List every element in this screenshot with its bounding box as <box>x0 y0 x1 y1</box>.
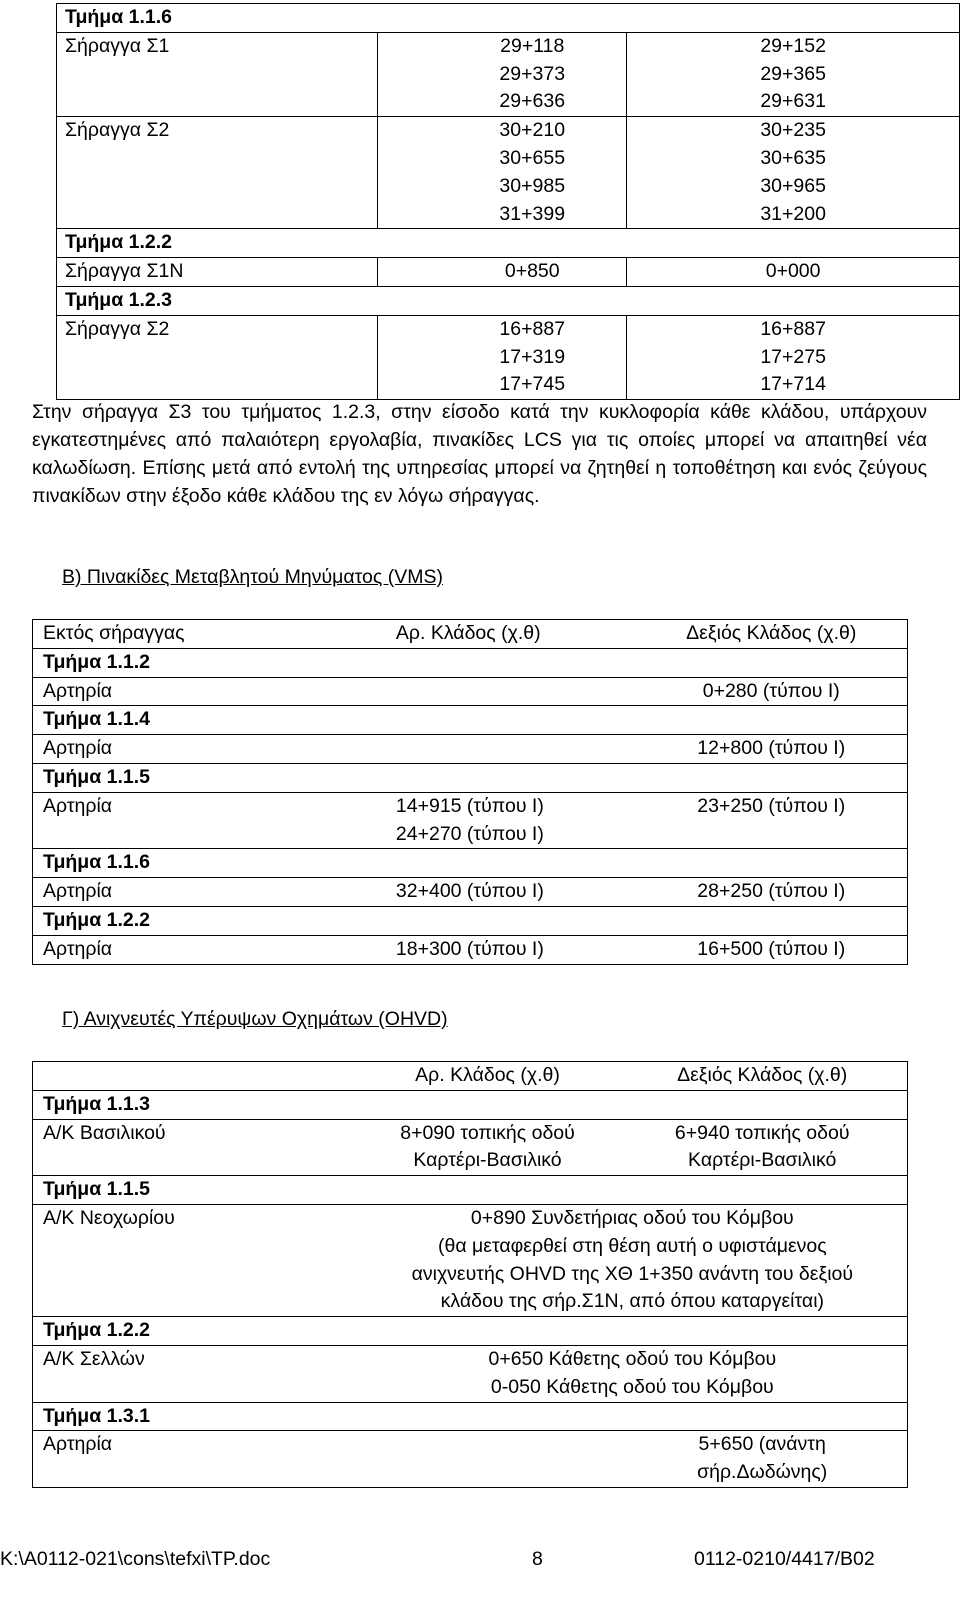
section-label: Τμήμα 1.1.2 <box>43 650 151 673</box>
row-label: Αρτηρία <box>43 794 113 817</box>
cell-line: 24+270 (τύπου Ι) <box>395 822 544 845</box>
right-branch-cell <box>636 648 908 677</box>
right-branch-cell <box>636 735 908 764</box>
location-cell <box>33 735 388 764</box>
section-cell <box>33 1317 358 1346</box>
section-label: Τμήμα 1.2.2 <box>43 908 151 931</box>
right-branch-cell <box>636 763 908 792</box>
table-row <box>33 1176 908 1205</box>
cell-line: 29+631 <box>760 90 826 113</box>
left-chainage-cell <box>378 258 627 287</box>
table-row <box>57 4 960 33</box>
cell-line: 30+635 <box>760 146 826 169</box>
cell-line: σήρ.Δωδώνης) <box>697 1461 828 1484</box>
left-branch-cell <box>388 792 636 849</box>
table-row <box>33 735 908 764</box>
cell-line: (θα μεταφερθεί στη θέση αυτή ο υφιστάμενος <box>437 1234 827 1257</box>
right-chainage-cell <box>627 117 960 229</box>
footer-page-number: 8 <box>532 1548 543 1570</box>
right-branch-cell <box>617 1176 907 1205</box>
section-cell <box>33 706 388 735</box>
table-row <box>57 229 960 258</box>
section-cell <box>57 4 960 33</box>
cell-line: 30+235 <box>760 119 826 142</box>
right-branch-cell <box>636 677 908 706</box>
location-cell <box>33 1345 358 1402</box>
section-cell <box>57 229 960 258</box>
table-row <box>33 935 908 964</box>
footer-path: K:\A0112-021\cons\tefxi\TP.doc <box>0 1548 271 1570</box>
cell-line: 6+940 τοπικής οδού <box>674 1121 850 1144</box>
table-row <box>33 878 908 907</box>
tunnel-name-cell <box>57 117 378 229</box>
cell-line: 12+800 (τύπου Ι) <box>697 737 846 760</box>
left-branch-cell <box>388 706 636 735</box>
cell-line: 31+399 <box>499 202 566 225</box>
ohvd-header-blank <box>33 1062 358 1091</box>
combined-branch-cell <box>358 1204 908 1316</box>
section-label: Τμήμα 1.2.2 <box>65 231 173 254</box>
left-branch-cell <box>388 878 636 907</box>
section-label: Τμήμα 1.1.4 <box>43 708 151 731</box>
left-branch-cell <box>358 1317 618 1346</box>
cell-line: 16+887 <box>499 317 566 340</box>
cell-line: 29+118 <box>500 34 565 57</box>
ohvd-header-right: Δεξιός Κλάδος (χ.θ) <box>617 1062 907 1091</box>
cell-line: 23+250 (τύπου Ι) <box>697 794 846 817</box>
row-label: Αρτηρία <box>43 880 113 903</box>
right-branch-cell <box>617 1090 907 1119</box>
location-cell <box>33 935 388 964</box>
section-cell <box>33 849 388 878</box>
left-branch-cell <box>388 735 636 764</box>
cell-line: ανιχνευτής OHVD της ΧΘ 1+350 ανάντη του δεξιού <box>411 1262 854 1285</box>
cell-line: 0+890 Συνδετήριας οδού του Κόμβου <box>470 1206 794 1229</box>
left-branch-cell <box>388 763 636 792</box>
vms-header-right: Δεξιός Κλάδος (χ.θ) <box>636 620 908 649</box>
location-cell <box>33 792 388 849</box>
row-label: Α/Κ Σελλών <box>43 1347 145 1370</box>
section-cell <box>33 1402 358 1431</box>
row-label: Αρτηρία <box>43 1433 113 1456</box>
location-cell <box>33 677 388 706</box>
cell-line: 31+200 <box>760 202 826 225</box>
right-branch-cell <box>617 1431 907 1488</box>
section-label: Τμήμα 1.1.3 <box>43 1092 151 1115</box>
right-chainage-cell <box>627 315 960 399</box>
cell-line: 5+650 (ανάντη <box>698 1433 826 1456</box>
cell-line: Καρτέρι-Βασιλικό <box>688 1149 837 1172</box>
row-label: Σήραγγα Σ1Ν <box>65 260 184 283</box>
cell-line: 17+275 <box>760 345 826 368</box>
footer-doc-code: 0112-0210/4417/B02 <box>694 1548 875 1570</box>
cell-line: 30+655 <box>499 146 566 169</box>
cell-line: 8+090 τοπικής οδού <box>400 1121 575 1144</box>
location-cell <box>33 1119 358 1176</box>
page-footer <box>0 1548 960 1578</box>
section-cell <box>33 763 388 792</box>
table-row <box>33 849 908 878</box>
table-row <box>33 1119 908 1176</box>
table-row <box>33 677 908 706</box>
section-cell <box>33 1090 358 1119</box>
ohvd-heading: Γ) Ανιχνευτές Υπέρυψων Οχημάτων (OHVD) <box>62 1008 448 1030</box>
tunnel-name-cell <box>57 315 378 399</box>
right-branch-cell <box>617 1402 907 1431</box>
left-chainage-cell <box>378 315 627 399</box>
vms-table-header <box>33 620 908 649</box>
cell-line: κλάδου της σήρ.Σ1Ν, από όπου καταργείται) <box>440 1290 825 1313</box>
row-label: Α/Κ Νεοχωρίου <box>43 1206 175 1229</box>
cell-line: 0+650 Κάθετης οδού του Κόμβου <box>488 1347 777 1370</box>
left-branch-cell <box>358 1176 618 1205</box>
right-chainage-cell <box>627 32 960 116</box>
cell-line: 0+280 (τύπου Ι) <box>702 679 840 702</box>
left-branch-cell <box>358 1090 618 1119</box>
right-branch-cell <box>636 935 908 964</box>
combined-branch-cell <box>358 1345 908 1402</box>
right-branch-cell <box>636 849 908 878</box>
cell-line: 14+915 (τύπου Ι) <box>395 794 544 817</box>
lcs-paragraph: Στην σήραγγα Σ3 του τμήματος 1.2.3, στην είσοδο κατά την κυκλοφορία κάθε κλάδου, υπάρχουν εγκατεστημένες από παλαιότερη εργολαβία, πινακίδες LCS για τις οποίες μπορεί να απαιτηθεί νέα καλωδίωση. Επίσης μετά από εντολή της υπηρεσίας μπορεί να ζητηθεί η τοποθέτηση και ενός ζεύγους πινακίδων στην έξοδο κάθε κλάδου της εν λόγω σήραγγας. <box>32 401 927 507</box>
ohvd-header-left: Αρ. Κλάδος (χ.θ) <box>358 1062 618 1091</box>
table-row <box>57 117 960 229</box>
cell-line: 32+400 (τύπου Ι) <box>395 880 544 903</box>
tunnel-name-cell <box>57 258 378 287</box>
table-row <box>57 32 960 116</box>
cell-line: 18+300 (τύπου Ι) <box>395 937 544 960</box>
cell-line: 28+250 (τύπου Ι) <box>697 880 846 903</box>
row-label: Αρτηρία <box>43 679 113 702</box>
tunnels-table <box>56 3 960 400</box>
row-label: Αρτηρία <box>43 937 113 960</box>
table-row <box>33 1090 908 1119</box>
table-row <box>57 258 960 287</box>
table-row <box>33 763 908 792</box>
location-cell <box>33 878 388 907</box>
section-label: Τμήμα 1.1.5 <box>43 765 151 788</box>
table-row <box>33 1204 908 1316</box>
section-label: Τμήμα 1.1.6 <box>65 6 173 28</box>
location-cell <box>33 1204 358 1316</box>
left-chainage-cell <box>378 32 627 116</box>
left-branch-cell <box>388 677 636 706</box>
ohvd-table-header <box>33 1062 908 1091</box>
table-row <box>33 1345 908 1402</box>
table-row <box>33 648 908 677</box>
cell-line: 16+500 (τύπου Ι) <box>697 937 846 960</box>
cell-line: 29+365 <box>760 62 826 85</box>
table-row <box>33 792 908 849</box>
cell-line: 30+210 <box>499 119 566 142</box>
row-label: Σήραγγα Σ2 <box>65 119 170 142</box>
right-branch-cell <box>636 906 908 935</box>
vms-heading: Β) Πινακίδες Μεταβλητού Μηνύματος (VMS) <box>62 566 443 588</box>
cell-line: 0+850 <box>504 260 560 283</box>
right-branch-cell <box>636 706 908 735</box>
cell-line: 17+319 <box>499 345 566 368</box>
right-branch-cell <box>617 1317 907 1346</box>
cell-line: 16+887 <box>760 317 826 340</box>
section-cell <box>33 648 388 677</box>
vms-header-outside: Εκτός σήραγγας <box>33 620 388 649</box>
location-cell <box>33 1431 358 1488</box>
table-row <box>33 906 908 935</box>
cell-line: 29+152 <box>760 34 826 57</box>
section-label: Τμήμα 1.2.3 <box>65 288 173 311</box>
cell-line: 29+373 <box>499 62 566 85</box>
right-chainage-cell <box>627 258 960 287</box>
row-label: Σήραγγα Σ1 <box>65 34 170 57</box>
right-branch-cell <box>636 878 908 907</box>
vms-table <box>32 619 908 965</box>
table-row <box>57 286 960 315</box>
left-branch-cell <box>388 849 636 878</box>
cell-line: 17+714 <box>760 373 826 396</box>
left-branch-cell <box>388 648 636 677</box>
cell-line: 17+745 <box>499 373 566 396</box>
left-branch-cell <box>358 1402 618 1431</box>
section-cell <box>33 1176 358 1205</box>
section-label: Τμήμα 1.3.1 <box>43 1404 151 1427</box>
left-branch-cell <box>358 1431 618 1488</box>
cell-line: 0-050 Κάθετης οδού του Κόμβου <box>490 1375 774 1398</box>
cell-line: 30+965 <box>760 174 826 197</box>
ohvd-table <box>32 1061 908 1488</box>
table-row <box>33 1317 908 1346</box>
table-row <box>33 706 908 735</box>
cell-line: 0+000 <box>765 260 821 283</box>
left-branch-cell <box>358 1119 618 1176</box>
table-row <box>33 1402 908 1431</box>
cell-line: 30+985 <box>499 174 566 197</box>
row-label: Α/Κ Βασιλικού <box>43 1121 166 1144</box>
cell-line: Καρτέρι-Βασιλικό <box>413 1149 562 1172</box>
tunnel-name-cell <box>57 32 378 116</box>
left-branch-cell <box>388 935 636 964</box>
section-label: Τμήμα 1.2.2 <box>43 1319 151 1342</box>
table-row <box>57 315 960 399</box>
row-label: Σήραγγα Σ2 <box>65 317 170 340</box>
section-label: Τμήμα 1.1.5 <box>43 1178 151 1201</box>
section-cell <box>33 906 388 935</box>
section-label: Τμήμα 1.1.6 <box>43 851 151 874</box>
left-chainage-cell <box>378 117 627 229</box>
section-cell <box>57 286 960 315</box>
row-label: Αρτηρία <box>43 737 113 760</box>
left-branch-cell <box>388 906 636 935</box>
table-row <box>33 1431 908 1488</box>
right-branch-cell <box>617 1119 907 1176</box>
vms-header-left: Αρ. Κλάδος (χ.θ) <box>388 620 636 649</box>
right-branch-cell <box>636 792 908 849</box>
cell-line: 29+636 <box>499 90 566 113</box>
